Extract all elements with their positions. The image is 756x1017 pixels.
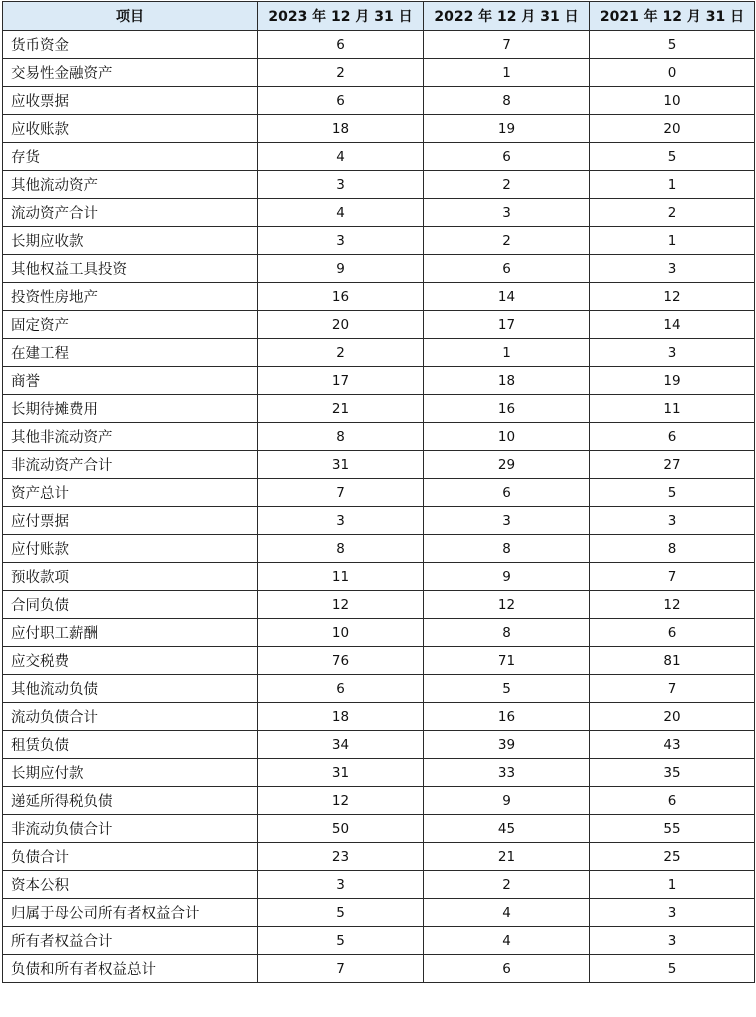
value-2022: 1 <box>424 59 590 87</box>
table-row <box>3 283 755 311</box>
value-2023: 5 <box>258 899 424 927</box>
value-2022: 6 <box>424 479 590 507</box>
table-row <box>3 87 755 115</box>
table-row <box>3 927 755 955</box>
table-row <box>3 787 755 815</box>
value-2022: 14 <box>424 283 590 311</box>
row-label: 应交税费 <box>3 647 258 675</box>
value-2022: 6 <box>424 955 590 983</box>
row-label: 递延所得税负债 <box>3 787 258 815</box>
table-row <box>3 703 755 731</box>
table-row <box>3 535 755 563</box>
table-row <box>3 143 755 171</box>
table-body <box>3 31 755 983</box>
value-2021: 3 <box>590 927 755 955</box>
row-label: 其他流动负债 <box>3 675 258 703</box>
table-row <box>3 563 755 591</box>
value-2023: 6 <box>258 31 424 59</box>
value-2022: 10 <box>424 423 590 451</box>
table-row <box>3 479 755 507</box>
value-2023: 23 <box>258 843 424 871</box>
row-label: 固定资产 <box>3 311 258 339</box>
value-2022: 5 <box>424 675 590 703</box>
value-2023: 11 <box>258 563 424 591</box>
value-2022: 2 <box>424 871 590 899</box>
value-2022: 2 <box>424 171 590 199</box>
value-2022: 4 <box>424 927 590 955</box>
row-label: 投资性房地产 <box>3 283 258 311</box>
value-2023: 7 <box>258 955 424 983</box>
value-2022: 2 <box>424 227 590 255</box>
value-2023: 2 <box>258 339 424 367</box>
table-row <box>3 451 755 479</box>
header-row <box>3 2 755 31</box>
row-label: 资本公积 <box>3 871 258 899</box>
value-2022: 17 <box>424 311 590 339</box>
value-2022: 1 <box>424 339 590 367</box>
value-2021: 14 <box>590 311 755 339</box>
value-2021: 3 <box>590 899 755 927</box>
row-label: 应付账款 <box>3 535 258 563</box>
value-2023: 8 <box>258 423 424 451</box>
value-2021: 12 <box>590 591 755 619</box>
value-2022: 9 <box>424 563 590 591</box>
row-label: 其他权益工具投资 <box>3 255 258 283</box>
table-row <box>3 367 755 395</box>
table-row <box>3 59 755 87</box>
value-2023: 5 <box>258 927 424 955</box>
table-header <box>3 2 755 31</box>
row-label: 商誉 <box>3 367 258 395</box>
value-2023: 4 <box>258 143 424 171</box>
table-row <box>3 815 755 843</box>
value-2021: 6 <box>590 619 755 647</box>
value-2021: 0 <box>590 59 755 87</box>
value-2021: 3 <box>590 339 755 367</box>
value-2021: 8 <box>590 535 755 563</box>
row-label: 负债合计 <box>3 843 258 871</box>
value-2022: 7 <box>424 31 590 59</box>
row-label: 应付票据 <box>3 507 258 535</box>
row-label: 非流动负债合计 <box>3 815 258 843</box>
table-row <box>3 731 755 759</box>
value-2022: 12 <box>424 591 590 619</box>
header-2022: 2022 年 12 月 31 日 <box>424 2 590 31</box>
table-row <box>3 171 755 199</box>
value-2022: 19 <box>424 115 590 143</box>
value-2021: 25 <box>590 843 755 871</box>
value-2022: 6 <box>424 143 590 171</box>
value-2021: 35 <box>590 759 755 787</box>
value-2023: 20 <box>258 311 424 339</box>
value-2023: 6 <box>258 87 424 115</box>
value-2023: 18 <box>258 703 424 731</box>
row-label: 存货 <box>3 143 258 171</box>
value-2021: 5 <box>590 31 755 59</box>
table-row <box>3 647 755 675</box>
balance-sheet-document <box>2 1 754 983</box>
row-label: 租赁负债 <box>3 731 258 759</box>
value-2023: 3 <box>258 871 424 899</box>
row-label: 其他流动资产 <box>3 171 258 199</box>
table-row <box>3 31 755 59</box>
table-row <box>3 675 755 703</box>
value-2021: 7 <box>590 563 755 591</box>
row-label: 预收款项 <box>3 563 258 591</box>
value-2022: 3 <box>424 199 590 227</box>
value-2022: 18 <box>424 367 590 395</box>
value-2023: 31 <box>258 451 424 479</box>
value-2023: 9 <box>258 255 424 283</box>
value-2021: 20 <box>590 115 755 143</box>
value-2021: 19 <box>590 367 755 395</box>
value-2023: 31 <box>258 759 424 787</box>
value-2023: 18 <box>258 115 424 143</box>
value-2022: 16 <box>424 703 590 731</box>
table-row <box>3 759 755 787</box>
table-row <box>3 395 755 423</box>
value-2021: 27 <box>590 451 755 479</box>
value-2021: 6 <box>590 423 755 451</box>
value-2022: 33 <box>424 759 590 787</box>
value-2023: 2 <box>258 59 424 87</box>
table-row <box>3 423 755 451</box>
value-2021: 55 <box>590 815 755 843</box>
row-label: 流动资产合计 <box>3 199 258 227</box>
value-2021: 5 <box>590 955 755 983</box>
value-2021: 1 <box>590 871 755 899</box>
row-label: 其他非流动资产 <box>3 423 258 451</box>
value-2023: 7 <box>258 479 424 507</box>
table-row <box>3 871 755 899</box>
value-2023: 10 <box>258 619 424 647</box>
value-2022: 29 <box>424 451 590 479</box>
value-2022: 45 <box>424 815 590 843</box>
table-row <box>3 115 755 143</box>
value-2021: 10 <box>590 87 755 115</box>
row-label: 负债和所有者权益总计 <box>3 955 258 983</box>
row-label: 应收票据 <box>3 87 258 115</box>
balance-sheet-table <box>2 1 755 983</box>
table-row <box>3 843 755 871</box>
value-2022: 16 <box>424 395 590 423</box>
value-2021: 12 <box>590 283 755 311</box>
value-2021: 1 <box>590 227 755 255</box>
row-label: 所有者权益合计 <box>3 927 258 955</box>
row-label: 应收账款 <box>3 115 258 143</box>
table-row <box>3 955 755 983</box>
value-2023: 16 <box>258 283 424 311</box>
row-label: 长期待摊费用 <box>3 395 258 423</box>
value-2022: 8 <box>424 535 590 563</box>
value-2022: 39 <box>424 731 590 759</box>
row-label: 长期应收款 <box>3 227 258 255</box>
row-label: 流动负债合计 <box>3 703 258 731</box>
value-2021: 7 <box>590 675 755 703</box>
value-2021: 1 <box>590 171 755 199</box>
value-2022: 71 <box>424 647 590 675</box>
table-row <box>3 591 755 619</box>
value-2022: 8 <box>424 619 590 647</box>
value-2022: 6 <box>424 255 590 283</box>
row-label: 应付职工薪酬 <box>3 619 258 647</box>
value-2022: 8 <box>424 87 590 115</box>
table-row <box>3 899 755 927</box>
value-2022: 9 <box>424 787 590 815</box>
table-row <box>3 311 755 339</box>
row-label: 交易性金融资产 <box>3 59 258 87</box>
row-label: 货币资金 <box>3 31 258 59</box>
table-row <box>3 619 755 647</box>
value-2023: 6 <box>258 675 424 703</box>
value-2022: 4 <box>424 899 590 927</box>
table-row <box>3 199 755 227</box>
row-label: 归属于母公司所有者权益合计 <box>3 899 258 927</box>
row-label: 长期应付款 <box>3 759 258 787</box>
value-2021: 11 <box>590 395 755 423</box>
value-2021: 5 <box>590 143 755 171</box>
table-row <box>3 255 755 283</box>
value-2021: 3 <box>590 255 755 283</box>
value-2023: 76 <box>258 647 424 675</box>
header-2021: 2021 年 12 月 31 日 <box>590 2 755 31</box>
header-item: 项目 <box>3 2 258 31</box>
value-2023: 17 <box>258 367 424 395</box>
value-2021: 2 <box>590 199 755 227</box>
value-2023: 12 <box>258 787 424 815</box>
row-label: 在建工程 <box>3 339 258 367</box>
value-2021: 20 <box>590 703 755 731</box>
row-label: 非流动资产合计 <box>3 451 258 479</box>
header-2023: 2023 年 12 月 31 日 <box>258 2 424 31</box>
value-2023: 50 <box>258 815 424 843</box>
value-2023: 4 <box>258 199 424 227</box>
table-row <box>3 339 755 367</box>
table-row <box>3 507 755 535</box>
value-2021: 3 <box>590 507 755 535</box>
value-2021: 5 <box>590 479 755 507</box>
value-2023: 3 <box>258 507 424 535</box>
value-2023: 3 <box>258 171 424 199</box>
value-2022: 3 <box>424 507 590 535</box>
value-2021: 43 <box>590 731 755 759</box>
value-2023: 21 <box>258 395 424 423</box>
table-row <box>3 227 755 255</box>
value-2021: 81 <box>590 647 755 675</box>
row-label: 资产总计 <box>3 479 258 507</box>
value-2023: 12 <box>258 591 424 619</box>
row-label: 合同负债 <box>3 591 258 619</box>
value-2021: 6 <box>590 787 755 815</box>
value-2022: 21 <box>424 843 590 871</box>
value-2023: 8 <box>258 535 424 563</box>
value-2023: 3 <box>258 227 424 255</box>
value-2023: 34 <box>258 731 424 759</box>
